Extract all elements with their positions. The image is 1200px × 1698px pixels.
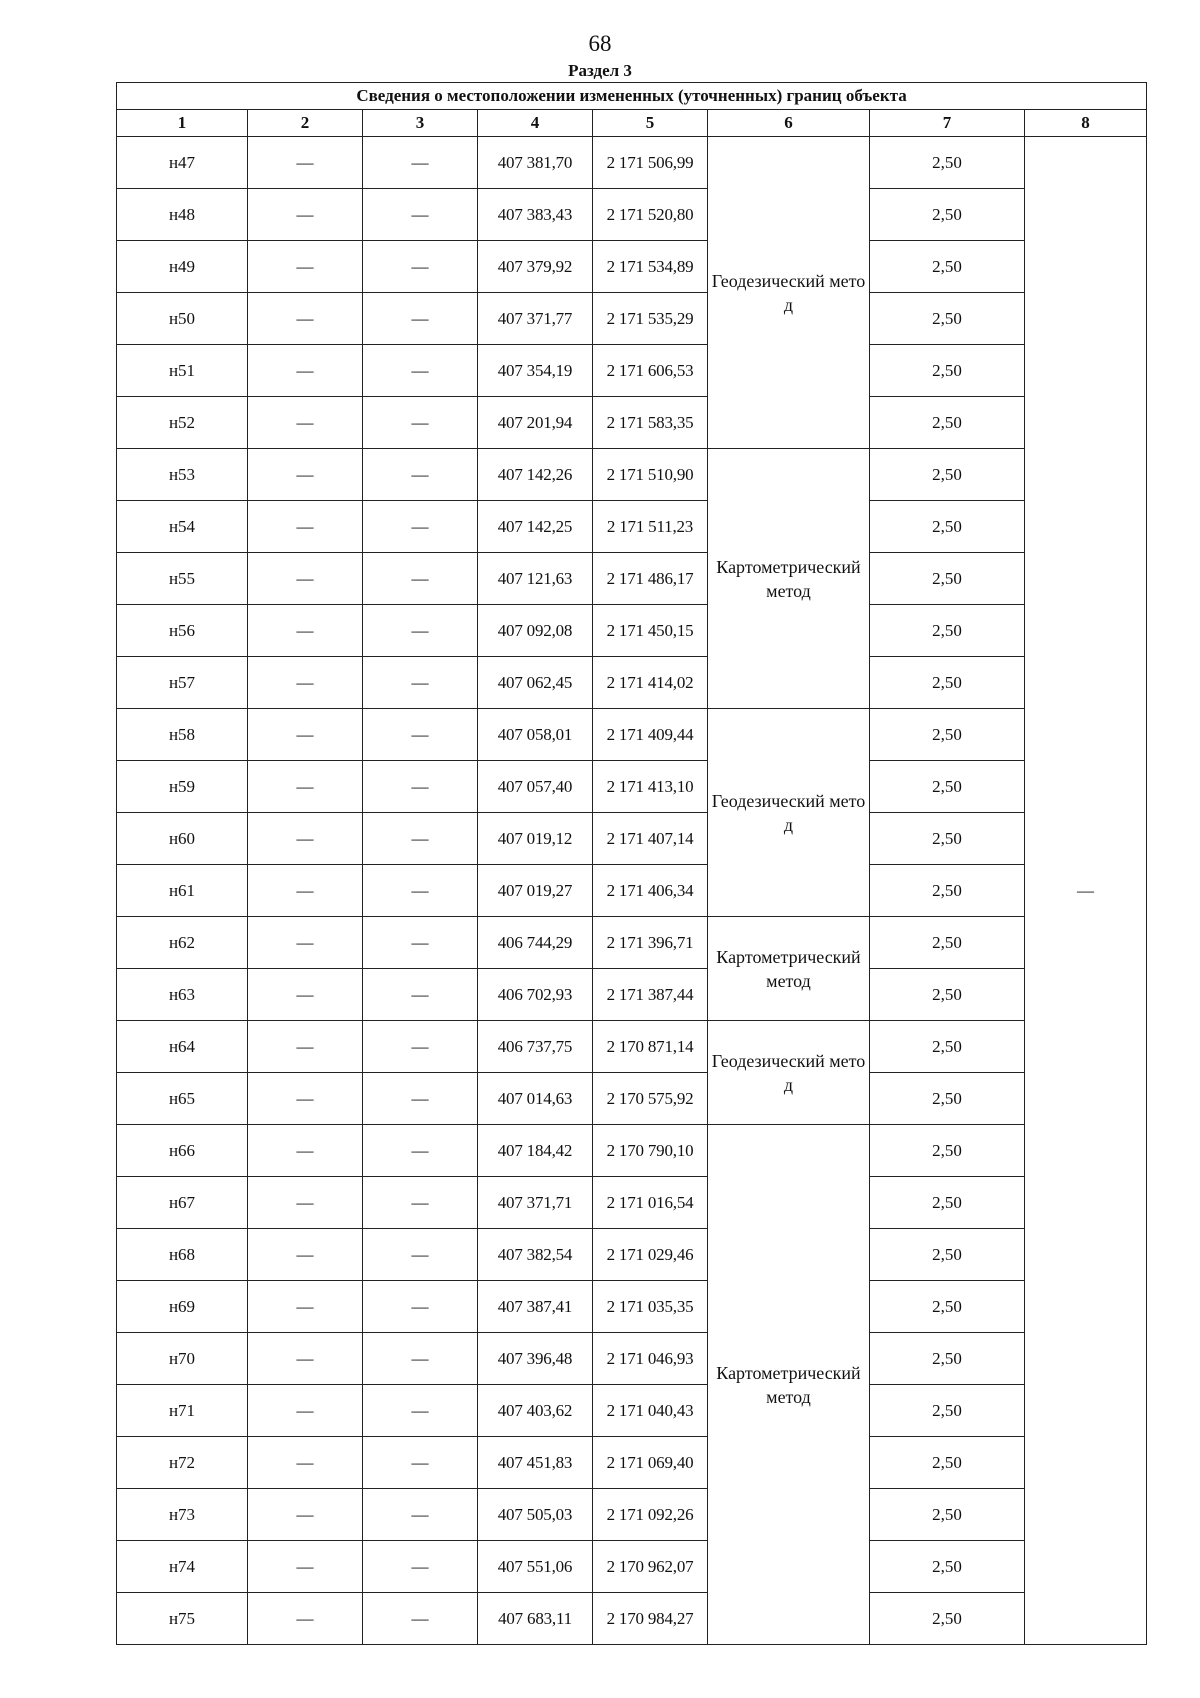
point-name-cell: н69 — [117, 1281, 248, 1333]
column-3-cell: — — [363, 709, 478, 761]
accuracy-cell: 2,50 — [870, 813, 1025, 865]
column-3-cell: — — [363, 1541, 478, 1593]
column-2-cell: — — [248, 1021, 363, 1073]
table-row — [117, 1125, 1147, 1177]
table-row — [117, 1177, 1147, 1229]
accuracy-cell: 2,50 — [870, 605, 1025, 657]
column-2-cell: — — [248, 1489, 363, 1541]
table-row — [117, 1489, 1147, 1541]
coordinate-y-cell: 2 171 029,46 — [593, 1229, 708, 1281]
coordinate-x-cell: 407 019,27 — [478, 865, 593, 917]
table-row — [117, 397, 1147, 449]
coordinate-x-cell: 407 382,54 — [478, 1229, 593, 1281]
accuracy-cell: 2,50 — [870, 553, 1025, 605]
table-row — [117, 1593, 1147, 1645]
method-cell: Картометрический метод — [708, 917, 870, 1021]
column-3-cell: — — [363, 397, 478, 449]
point-name-cell: н59 — [117, 761, 248, 813]
table-row — [117, 1281, 1147, 1333]
coordinate-y-cell: 2 171 511,23 — [593, 501, 708, 553]
coordinate-x-cell: 407 121,63 — [478, 553, 593, 605]
column-2-cell: — — [248, 709, 363, 761]
point-name-cell: н56 — [117, 605, 248, 657]
coordinate-x-cell: 407 551,06 — [478, 1541, 593, 1593]
accuracy-cell: 2,50 — [870, 1177, 1025, 1229]
column-2-cell: — — [248, 1385, 363, 1437]
accuracy-cell: 2,50 — [870, 137, 1025, 189]
table-row — [117, 1437, 1147, 1489]
accuracy-cell: 2,50 — [870, 969, 1025, 1021]
column-2-cell: — — [248, 553, 363, 605]
coordinate-y-cell: 2 171 583,35 — [593, 397, 708, 449]
point-name-cell: н74 — [117, 1541, 248, 1593]
coordinate-x-cell: 407 142,26 — [478, 449, 593, 501]
table-row — [117, 1073, 1147, 1125]
table-row — [117, 813, 1147, 865]
coordinate-x-cell: 407 058,01 — [478, 709, 593, 761]
coordinate-y-cell: 2 170 871,14 — [593, 1021, 708, 1073]
point-name-cell: н72 — [117, 1437, 248, 1489]
coordinate-x-cell: 406 737,75 — [478, 1021, 593, 1073]
column-number-8: 8 — [1025, 110, 1147, 137]
coordinate-y-cell: 2 171 606,53 — [593, 345, 708, 397]
coordinate-x-cell: 407 201,94 — [478, 397, 593, 449]
coordinate-x-cell: 407 396,48 — [478, 1333, 593, 1385]
boundary-table — [116, 82, 1147, 1645]
column-2-cell: — — [248, 1541, 363, 1593]
table-row — [117, 1333, 1147, 1385]
coordinate-x-cell: 407 403,62 — [478, 1385, 593, 1437]
table-row — [117, 189, 1147, 241]
point-name-cell: н75 — [117, 1593, 248, 1645]
accuracy-cell: 2,50 — [870, 241, 1025, 293]
accuracy-cell: 2,50 — [870, 501, 1025, 553]
column-3-cell: — — [363, 865, 478, 917]
coordinate-x-cell: 407 092,08 — [478, 605, 593, 657]
point-name-cell: н64 — [117, 1021, 248, 1073]
table-row — [117, 761, 1147, 813]
column-2-cell: — — [248, 605, 363, 657]
column-2-cell: — — [248, 657, 363, 709]
coordinate-y-cell: 2 171 387,44 — [593, 969, 708, 1021]
column-3-cell: — — [363, 1437, 478, 1489]
table-row — [117, 657, 1147, 709]
accuracy-cell: 2,50 — [870, 345, 1025, 397]
column-number-3: 3 — [363, 110, 478, 137]
coordinate-y-cell: 2 171 092,26 — [593, 1489, 708, 1541]
point-name-cell: н50 — [117, 293, 248, 345]
table-row — [117, 709, 1147, 761]
column-2-cell: — — [248, 1333, 363, 1385]
column-2-cell: — — [248, 1177, 363, 1229]
column-3-cell: — — [363, 969, 478, 1021]
column-2-cell: — — [248, 865, 363, 917]
point-name-cell: н73 — [117, 1489, 248, 1541]
coordinate-x-cell: 407 057,40 — [478, 761, 593, 813]
column-3-cell: — — [363, 1593, 478, 1645]
accuracy-cell: 2,50 — [870, 1073, 1025, 1125]
accuracy-cell: 2,50 — [870, 917, 1025, 969]
point-name-cell: н67 — [117, 1177, 248, 1229]
column-number-row — [117, 110, 1147, 137]
accuracy-cell: 2,50 — [870, 293, 1025, 345]
accuracy-cell: 2,50 — [870, 1437, 1025, 1489]
point-name-cell: н58 — [117, 709, 248, 761]
column-3-cell: — — [363, 1125, 478, 1177]
page-number: 68 — [588, 31, 612, 56]
column-3-cell: — — [363, 189, 478, 241]
point-name-cell: н65 — [117, 1073, 248, 1125]
method-cell: Картометрический метод — [708, 1125, 870, 1645]
column-2-cell: — — [248, 1593, 363, 1645]
table-row — [117, 553, 1147, 605]
column-3-cell: — — [363, 293, 478, 345]
coordinate-y-cell: 2 171 486,17 — [593, 553, 708, 605]
table-row — [117, 865, 1147, 917]
point-name-cell: н70 — [117, 1333, 248, 1385]
column-2-cell: — — [248, 137, 363, 189]
column-2-cell: — — [248, 397, 363, 449]
accuracy-cell: 2,50 — [870, 865, 1025, 917]
column-number-6: 6 — [708, 110, 870, 137]
column-2-cell: — — [248, 969, 363, 1021]
column-3-cell: — — [363, 917, 478, 969]
column-3-cell: — — [363, 1177, 478, 1229]
table-row — [117, 345, 1147, 397]
point-name-cell: н52 — [117, 397, 248, 449]
coordinate-x-cell: 407 354,19 — [478, 345, 593, 397]
table-row — [117, 293, 1147, 345]
coordinate-y-cell: 2 171 520,80 — [593, 189, 708, 241]
column-3-cell: — — [363, 241, 478, 293]
accuracy-cell: 2,50 — [870, 1489, 1025, 1541]
column-3-cell: — — [363, 553, 478, 605]
column-3-cell: — — [363, 501, 478, 553]
accuracy-cell: 2,50 — [870, 189, 1025, 241]
accuracy-cell: 2,50 — [870, 397, 1025, 449]
table-row — [117, 605, 1147, 657]
column-number-7: 7 — [870, 110, 1025, 137]
coordinate-y-cell: 2 171 040,43 — [593, 1385, 708, 1437]
point-name-cell: н63 — [117, 969, 248, 1021]
column-3-cell: — — [363, 345, 478, 397]
coordinate-x-cell: 407 371,71 — [478, 1177, 593, 1229]
coordinate-x-cell: 407 184,42 — [478, 1125, 593, 1177]
column-2-cell: — — [248, 1281, 363, 1333]
accuracy-cell: 2,50 — [870, 1021, 1025, 1073]
accuracy-cell: 2,50 — [870, 1385, 1025, 1437]
coordinate-x-cell: 407 505,03 — [478, 1489, 593, 1541]
point-name-cell: н62 — [117, 917, 248, 969]
point-name-cell: н71 — [117, 1385, 248, 1437]
coordinate-y-cell: 2 171 534,89 — [593, 241, 708, 293]
coordinate-x-cell: 407 142,25 — [478, 501, 593, 553]
coordinate-x-cell: 406 744,29 — [478, 917, 593, 969]
coordinate-y-cell: 2 171 046,93 — [593, 1333, 708, 1385]
point-name-cell: н54 — [117, 501, 248, 553]
table-row — [117, 1021, 1147, 1073]
table-row — [117, 501, 1147, 553]
column-3-cell: — — [363, 1073, 478, 1125]
column-3-cell: — — [363, 1229, 478, 1281]
point-name-cell: н68 — [117, 1229, 248, 1281]
point-name-cell: н61 — [117, 865, 248, 917]
point-name-cell: н66 — [117, 1125, 248, 1177]
column-2-cell: — — [248, 917, 363, 969]
column-number-5: 5 — [593, 110, 708, 137]
coordinate-y-cell: 2 170 790,10 — [593, 1125, 708, 1177]
column-2-cell: — — [248, 241, 363, 293]
coordinate-y-cell: 2 171 414,02 — [593, 657, 708, 709]
method-cell: Картометрический метод — [708, 449, 870, 709]
column-3-cell: — — [363, 1489, 478, 1541]
coordinate-x-cell: 406 702,93 — [478, 969, 593, 1021]
accuracy-cell: 2,50 — [870, 1229, 1025, 1281]
column-2-cell: — — [248, 345, 363, 397]
coordinate-y-cell: 2 170 962,07 — [593, 1541, 708, 1593]
coordinate-x-cell: 407 381,70 — [478, 137, 593, 189]
coordinate-y-cell: 2 170 575,92 — [593, 1073, 708, 1125]
table-row — [117, 137, 1147, 189]
coordinate-y-cell: 2 171 407,14 — [593, 813, 708, 865]
table-title: Сведения о местоположении измененных (уточненных) границ объекта — [117, 83, 1147, 110]
point-name-cell: н53 — [117, 449, 248, 501]
table-row — [117, 1385, 1147, 1437]
accuracy-cell: 2,50 — [870, 1281, 1025, 1333]
column-3-cell: — — [363, 1385, 478, 1437]
coordinate-y-cell: 2 171 016,54 — [593, 1177, 708, 1229]
method-cell: Геодезический метод — [708, 137, 870, 449]
column-3-cell: — — [363, 813, 478, 865]
accuracy-cell: 2,50 — [870, 709, 1025, 761]
accuracy-cell: 2,50 — [870, 449, 1025, 501]
column-3-cell: — — [363, 1021, 478, 1073]
accuracy-cell: 2,50 — [870, 761, 1025, 813]
accuracy-cell: 2,50 — [870, 1125, 1025, 1177]
coordinate-y-cell: 2 171 510,90 — [593, 449, 708, 501]
column-2-cell: — — [248, 1073, 363, 1125]
coordinate-x-cell: 407 683,11 — [478, 1593, 593, 1645]
column-3-cell: — — [363, 449, 478, 501]
accuracy-cell: 2,50 — [870, 657, 1025, 709]
coordinate-x-cell: 407 451,83 — [478, 1437, 593, 1489]
coordinate-y-cell: 2 171 506,99 — [593, 137, 708, 189]
column-3-cell: — — [363, 137, 478, 189]
column-2-cell: — — [248, 189, 363, 241]
point-name-cell: н57 — [117, 657, 248, 709]
table-row — [117, 241, 1147, 293]
column-2-cell: — — [248, 761, 363, 813]
point-name-cell: н49 — [117, 241, 248, 293]
coordinate-y-cell: 2 170 984,27 — [593, 1593, 708, 1645]
accuracy-cell: 2,50 — [870, 1593, 1025, 1645]
column-3-cell: — — [363, 657, 478, 709]
column-2-cell: — — [248, 501, 363, 553]
coordinate-y-cell: 2 171 406,34 — [593, 865, 708, 917]
column-2-cell: — — [248, 449, 363, 501]
column-3-cell: — — [363, 1281, 478, 1333]
table-row — [117, 449, 1147, 501]
coordinate-x-cell: 407 371,77 — [478, 293, 593, 345]
column-3-cell: — — [363, 1333, 478, 1385]
method-cell: Геодезический метод — [708, 1021, 870, 1125]
point-name-cell: н47 — [117, 137, 248, 189]
column-3-cell: — — [363, 605, 478, 657]
column-2-cell: — — [248, 1229, 363, 1281]
coordinate-y-cell: 2 171 409,44 — [593, 709, 708, 761]
column-8-cell: — — [1025, 137, 1147, 1645]
table-row — [117, 1541, 1147, 1593]
coordinate-y-cell: 2 171 535,29 — [593, 293, 708, 345]
column-2-cell: — — [248, 1125, 363, 1177]
coordinate-x-cell: 407 383,43 — [478, 189, 593, 241]
coordinate-y-cell: 2 171 069,40 — [593, 1437, 708, 1489]
column-2-cell: — — [248, 813, 363, 865]
table-row — [117, 917, 1147, 969]
column-number-4: 4 — [478, 110, 593, 137]
coordinate-x-cell: 407 019,12 — [478, 813, 593, 865]
coordinate-x-cell: 407 379,92 — [478, 241, 593, 293]
coordinate-y-cell: 2 171 450,15 — [593, 605, 708, 657]
point-name-cell: н60 — [117, 813, 248, 865]
section-title: Раздел 3 — [568, 61, 632, 80]
coordinate-x-cell: 407 062,45 — [478, 657, 593, 709]
coordinate-x-cell: 407 014,63 — [478, 1073, 593, 1125]
column-2-cell: — — [248, 293, 363, 345]
coordinate-x-cell: 407 387,41 — [478, 1281, 593, 1333]
accuracy-cell: 2,50 — [870, 1541, 1025, 1593]
point-name-cell: н48 — [117, 189, 248, 241]
table-row — [117, 969, 1147, 1021]
point-name-cell: н51 — [117, 345, 248, 397]
coordinate-y-cell: 2 171 413,10 — [593, 761, 708, 813]
column-number-2: 2 — [248, 110, 363, 137]
column-number-1: 1 — [117, 110, 248, 137]
column-3-cell: — — [363, 761, 478, 813]
point-name-cell: н55 — [117, 553, 248, 605]
coordinate-y-cell: 2 171 396,71 — [593, 917, 708, 969]
coordinate-y-cell: 2 171 035,35 — [593, 1281, 708, 1333]
column-2-cell: — — [248, 1437, 363, 1489]
method-cell: Геодезический метод — [708, 709, 870, 917]
accuracy-cell: 2,50 — [870, 1333, 1025, 1385]
table-row — [117, 1229, 1147, 1281]
